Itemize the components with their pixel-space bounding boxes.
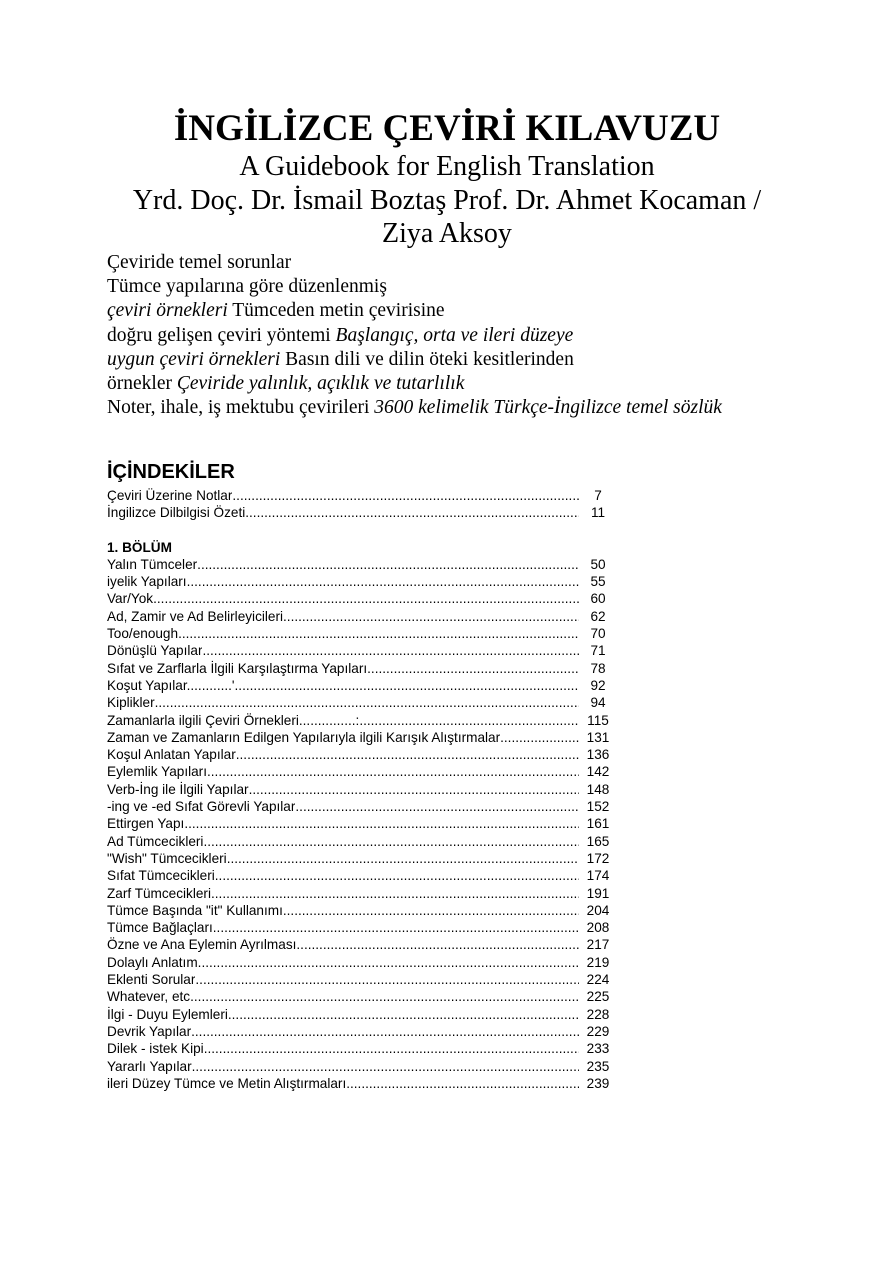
table-of-contents [107, 460, 627, 1092]
toc-entry-page-number: 161 [586, 816, 610, 832]
toc-dot-leader [245, 504, 579, 521]
toc-entry-page-number: 208 [586, 920, 610, 936]
toc-dot-leader [228, 1006, 579, 1023]
toc-entry-title: İngilizce Dilbilgisi Özeti [107, 505, 246, 521]
toc-entry-title: Ad, Zamir ve Ad Belirleyicileri [107, 608, 284, 624]
toc-dot-leader [296, 936, 579, 953]
toc-dot-leader [232, 487, 579, 504]
toc-entry[interactable] [107, 625, 617, 642]
toc-dot-leader [204, 1040, 579, 1057]
toc-dot-leader [187, 573, 579, 590]
description-line [107, 324, 847, 348]
toc-entry-title: Yararlı Yapılar [107, 1058, 192, 1074]
toc-dot-leader [195, 971, 579, 988]
description-text: örnekler [107, 373, 177, 395]
toc-entry[interactable] [107, 573, 617, 590]
toc-entry-page-number: 11 [590, 505, 606, 521]
toc-dot-leader [178, 625, 579, 642]
toc-entry-title: Ettirgen Yapı [107, 816, 185, 832]
toc-entry[interactable] [107, 1058, 617, 1075]
toc-entry-title: Eklenti Sorular [107, 972, 196, 988]
toc-entry-title: Koşul Anlatan Yapılar [107, 747, 236, 763]
toc-dot-leader [184, 815, 579, 832]
toc-entry[interactable] [107, 971, 617, 988]
description-italic: Başlangıç, orta ve ileri düzeye [335, 324, 574, 346]
description-italic: uygun çeviri örnekleri [107, 348, 281, 370]
description-italic: çeviri örnekleri [107, 300, 228, 322]
toc-entry[interactable] [107, 919, 617, 936]
toc-dot-leader [198, 954, 579, 971]
toc-entry-page-number: 62 [590, 608, 606, 624]
toc-entry-page-number: 60 [590, 591, 606, 607]
toc-entry-title: -ing ve -ed Sıfat Görevli Yapılar [107, 799, 296, 815]
toc-entry-title: Çeviri Üzerine Notlar [107, 488, 233, 503]
toc-entry[interactable] [107, 936, 617, 953]
toc-entry-title: Zarf Tümcecikleri [107, 885, 211, 901]
authors-line-2: Ziya Aksoy [382, 218, 512, 249]
toc-entry-page-number: 115 [587, 712, 609, 728]
toc-dot-leader [191, 1023, 579, 1040]
toc-entry-page-number: 217 [586, 937, 610, 953]
toc-dot-leader [283, 902, 579, 919]
toc-entry-page-number: 233 [586, 1041, 610, 1057]
toc-entry-title: Eylemlik Yapıları [107, 764, 207, 780]
toc-entry-title: Zaman ve Zamanların Edilgen Yapılarıyla ilgili Karışık Alıştırmalar [107, 729, 501, 745]
toc-entry[interactable] [107, 729, 617, 746]
description-text: Noter, ihale, iş mektubu çevirileri [107, 397, 375, 419]
toc-heading: İÇİNDEKİLER [107, 461, 235, 483]
toc-entry-page-number: 136 [586, 747, 610, 763]
toc-dot-leader [211, 885, 579, 902]
toc-entry-page-number: 94 [590, 695, 606, 711]
toc-entry[interactable] [107, 781, 617, 798]
toc-entry[interactable] [107, 988, 617, 1005]
toc-entry-title: Tümce Başında "it" Kullanımı [107, 902, 283, 918]
toc-dot-leader [359, 712, 579, 729]
toc-dot-leader [190, 988, 579, 1005]
toc-entry-page-number: 148 [586, 781, 610, 797]
toc-entry[interactable] [107, 590, 617, 607]
toc-entry-title: Whatever, etc [107, 989, 191, 1005]
toc-dot-leader [235, 677, 579, 694]
toc-entry[interactable] [107, 608, 617, 625]
toc-entry-title: Dolaylı Anlatım [107, 954, 198, 970]
description-text: Tümceden metin çevirisine [227, 300, 445, 322]
toc-entry-page-number: 239 [586, 1075, 610, 1091]
toc-entry-page-number: 7 [594, 488, 602, 503]
toc-entry-title: Var/Yok [107, 591, 154, 607]
toc-entry-title: Kiplikler [107, 695, 155, 711]
authors-line-1: Yrd. Doç. Dr. İsmail Boztaş Prof. Dr. Ahmet Kocaman / [132, 185, 762, 216]
toc-entry-page-number: 172 [586, 850, 610, 866]
toc-entry-title: iyelik Yapıları [107, 574, 187, 590]
toc-entry-title: ileri Düzey Tümce ve Metin Alıştırmaları [107, 1075, 347, 1091]
toc-entry-title: Yalın Tümceler [107, 556, 198, 572]
toc-entry-page-number: 165 [586, 833, 610, 849]
description-line [107, 299, 847, 323]
title-block [100, 108, 794, 250]
section-label: 1. BÖLÜM [107, 539, 172, 555]
toc-entry-title: Özne ve Ana Eylemin Ayrılması [107, 937, 297, 953]
toc-entry-title: Sıfat ve Zarflarla İlgili Karşılaştırma Yapıları [107, 660, 368, 676]
toc-entry-page-number: 228 [586, 1006, 610, 1022]
toc-entry[interactable] [107, 556, 617, 573]
toc-entry-page-number: 92 [590, 677, 606, 693]
description-line [107, 396, 847, 420]
toc-entry[interactable] [107, 712, 617, 729]
toc-spacer [107, 522, 627, 539]
toc-entry[interactable] [107, 902, 617, 919]
toc-dot-leader [155, 694, 579, 711]
toc-entry-title: Koşut Yapılar............' [107, 677, 235, 693]
toc-dot-leader [207, 763, 579, 780]
toc-entry[interactable] [107, 660, 617, 677]
toc-entry-title: Dönüşlü Yapılar [107, 643, 203, 659]
toc-dot-leader [346, 1075, 579, 1092]
toc-entry[interactable] [107, 694, 617, 711]
toc-dot-leader [227, 850, 579, 867]
book-subtitle: A Guidebook for English Translation [239, 151, 655, 182]
toc-intro-list [107, 487, 617, 522]
toc-dot-leader [249, 781, 579, 798]
book-description [107, 251, 847, 420]
toc-entry-title: Devrik Yapılar [107, 1023, 192, 1039]
toc-entry[interactable] [107, 885, 617, 902]
description-text: doğru gelişen çeviri yöntemi [107, 324, 336, 346]
toc-dot-leader [283, 608, 579, 625]
toc-entry[interactable] [107, 1023, 617, 1040]
description-line [107, 372, 847, 396]
toc-entry-title: İlgi - Duyu Eylemleri [107, 1006, 228, 1022]
toc-entry[interactable] [107, 1040, 617, 1057]
description-text: Tümce yapılarına göre düzenlenmiş [107, 276, 387, 298]
toc-entry-page-number: 174 [586, 868, 610, 884]
description-line [107, 348, 847, 372]
toc-entry-page-number: 131 [586, 729, 610, 745]
toc-entry[interactable] [107, 504, 617, 521]
toc-chapter-list [107, 556, 617, 1092]
toc-entry[interactable] [107, 815, 617, 832]
toc-entry[interactable] [107, 867, 617, 884]
toc-entry[interactable] [107, 677, 617, 694]
toc-dot-leader [236, 746, 579, 763]
toc-entry[interactable] [107, 954, 617, 971]
toc-entry-page-number: 78 [590, 660, 606, 676]
toc-entry[interactable] [107, 850, 617, 867]
description-text: Çeviride temel sorunlar [107, 252, 292, 273]
toc-entry-page-number: 229 [586, 1023, 610, 1039]
description-line [107, 251, 847, 275]
toc-dot-leader [367, 660, 579, 677]
toc-entry-page-number: 50 [590, 556, 606, 572]
toc-entry-title: Dilek - istek Kipi [107, 1041, 204, 1057]
toc-entry-page-number: 152 [586, 799, 610, 815]
toc-entry-title: Verb-İng ile İlgili Yapılar [107, 781, 249, 797]
toc-dot-leader [202, 642, 579, 659]
description-italic: Çeviride yalınlık, açıklık ve tutarlılık [176, 373, 465, 395]
toc-entry[interactable] [107, 833, 617, 850]
toc-entry-page-number: 55 [590, 574, 606, 590]
toc-dot-leader [295, 798, 579, 815]
toc-entry-page-number: 70 [590, 626, 606, 642]
toc-entry-page-number: 142 [586, 764, 610, 780]
toc-entry-title: Ad Tümcecikleri [107, 833, 204, 849]
toc-entry-page-number: 204 [586, 902, 610, 918]
toc-entry[interactable] [107, 763, 617, 780]
toc-dot-leader [213, 919, 579, 936]
toc-entry-title: "Wish" Tümcecikleri [107, 850, 227, 866]
toc-entry[interactable] [107, 746, 617, 763]
toc-entry-page-number: 71 [590, 643, 606, 659]
toc-dot-leader [203, 833, 579, 850]
toc-entry[interactable] [107, 1006, 617, 1023]
toc-entry-page-number: 219 [586, 954, 610, 970]
toc-entry-title: Sıfat Tümcecikleri [107, 868, 215, 884]
toc-entry[interactable] [107, 487, 617, 504]
toc-entry-title: Too/enough [107, 626, 179, 642]
toc-entry-page-number: 235 [586, 1058, 610, 1074]
description-text: Basın dili ve dilin öteki kesitlerinden [280, 348, 574, 370]
toc-dot-leader [192, 1058, 579, 1075]
toc-dot-leader [500, 729, 579, 746]
toc-entry-page-number: 191 [586, 885, 610, 901]
toc-entry-page-number: 225 [586, 989, 610, 1005]
toc-dot-leader [153, 590, 579, 607]
book-title: İNGİLİZCE ÇEVİRİ KILAVUZU [173, 108, 721, 149]
toc-entry-title: Zamanlarla ilgili Çeviri Örnekleri...............: [107, 712, 360, 728]
toc-entry[interactable] [107, 642, 617, 659]
toc-entry-title: Tümce Bağlaçları [107, 920, 213, 936]
description-line [107, 275, 847, 299]
description-italic: 3600 kelimelik Türkçe-İngilizce temel sözlük [374, 397, 722, 419]
toc-entry-page-number: 224 [586, 972, 610, 988]
toc-entry[interactable] [107, 798, 617, 815]
toc-dot-leader [215, 867, 579, 884]
toc-entry[interactable] [107, 1075, 617, 1092]
toc-dot-leader [197, 556, 579, 573]
